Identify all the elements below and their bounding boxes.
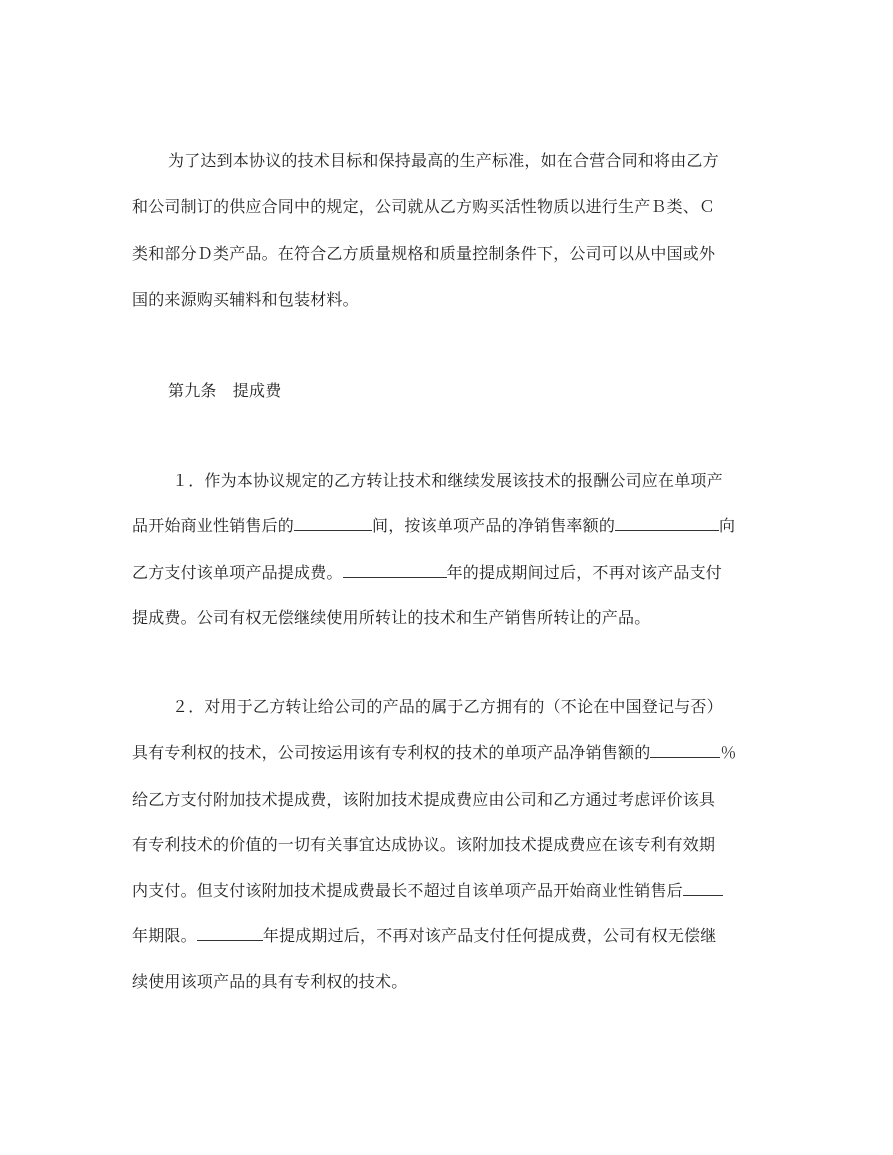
clause-2-line-6-text-b: 年提成期过后，不再对该产品支付任何提成费，公司有权无偿继: [262, 926, 717, 945]
clause-1-line-4: 提成费。公司有权无偿继续使用所转让的技术和生产销售所转让的产品。: [132, 608, 651, 627]
clause-1-line-3: [132, 559, 722, 587]
paragraph-1-line-4: 国的来源购买辅料和包装材料。: [132, 290, 359, 309]
paragraph-1-line-2: 和公司制订的供应合同中的规定，公司就从乙方购买活性物质以进行生产Ｂ类、Ｃ: [132, 197, 716, 216]
clause-1-line-2-text-c: 向: [719, 516, 736, 535]
clause-2-line-7: 续使用该项产品的具有专利权的技术。: [132, 972, 408, 991]
clause-1-line-2-text-b: 间，按该单项产品的净销售率额的: [372, 516, 616, 535]
blank-field-royalty-rate: [615, 512, 719, 531]
clause-2-line-1: ２．对用于乙方转让给公司的产品的属于乙方拥有的（不论在中国登记与否）: [172, 697, 723, 716]
blank-field-patent-percent: [650, 739, 720, 758]
clause-1-line-3-text-b: 年的提成期间过后，不再对该产品支付: [446, 563, 723, 582]
clause-1-line-3-text-a: 乙方支付该单项产品提成费。: [132, 563, 343, 582]
blank-field-patent-royalty-years: [197, 922, 263, 941]
article-heading: 第九条 提成费: [168, 381, 282, 400]
clause-1-line-2: [132, 512, 735, 540]
clause-2-line-6-text-a: 年期限。: [132, 926, 197, 945]
clause-2-line-5: [132, 877, 723, 905]
paragraph-1-line-3: 类和部分Ｄ类产品。在符合乙方质量规格和质量控制条件下，公司可以从中国或外: [132, 244, 716, 263]
clause-2-line-3: 给乙方支付附加技术提成费，该附加技术提成费应由公司和乙方通过考虑评价该具: [132, 790, 716, 809]
clause-2-line-6: [132, 922, 716, 950]
blank-field-max-years: [683, 877, 723, 896]
clause-2-line-2-text-a: 具有专利权的技术，公司按运用该有专利权的技术的单项产品净销售额的: [132, 743, 651, 762]
blank-field-royalty-years: [343, 559, 447, 578]
blank-field-sales-period: [294, 512, 372, 531]
clause-1-line-2-text-a: 品开始商业性销售后的: [132, 516, 295, 535]
clause-2-line-4: 有专利技术的价值的一切有关事宜达成协议。该附加技术提成费应在该专利有效期: [132, 835, 716, 854]
clause-1-line-1: １．作为本协议规定的乙方转让技术和继续发展该技术的报酬公司应在单项产: [172, 471, 723, 490]
clause-2-line-2: [132, 739, 737, 767]
clause-2-line-5-text-a: 内支付。但支付该附加技术提成费最长不超过自该单项产品开始商业性销售后: [132, 881, 683, 900]
clause-2-line-2-text-b: ％: [720, 743, 737, 762]
paragraph-1-line-1: 为了达到本协议的技术目标和保持最高的生产标准，如在合营合同和将由乙方: [168, 151, 719, 170]
